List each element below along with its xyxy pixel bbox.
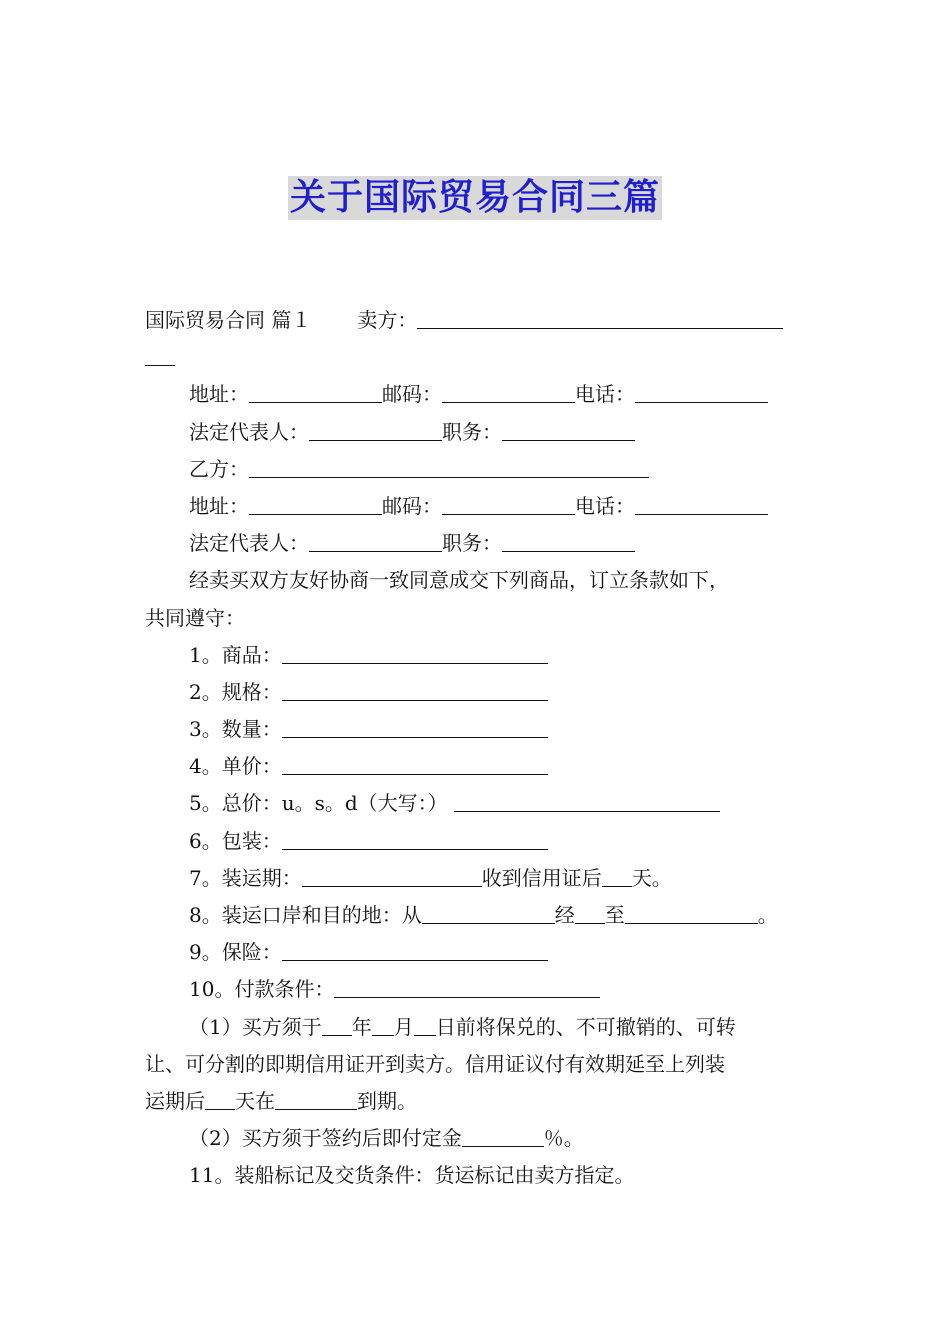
postcode-label: 邮码： [382, 493, 442, 518]
payment-text: 运期后 [145, 1088, 205, 1113]
payment-text: 到期。 [357, 1088, 417, 1113]
item-label: 5。总价：u。s。d（大写：） [189, 791, 448, 816]
phone-label: 电话： [575, 382, 635, 407]
rep-label: 法定代表人： [189, 531, 309, 556]
item-text: 天。 [631, 865, 672, 890]
document-title: 关于国际贸易合同三篇 [289, 177, 660, 218]
postcode-blank[interactable] [442, 380, 575, 403]
payment-1-line-3 [145, 1083, 815, 1120]
item-label: 1。商品： [189, 642, 282, 667]
party-a-contact [145, 376, 815, 413]
intro-line-2: 共同遵守： [145, 605, 245, 630]
item-packing [145, 823, 815, 860]
contract-heading: 国际贸易合同 篇１ [145, 308, 312, 332]
item-ports [145, 897, 815, 934]
month-blank[interactable] [372, 1013, 394, 1036]
days-blank[interactable] [205, 1087, 235, 1110]
seller-blank-cont[interactable] [145, 343, 175, 366]
position-label: 职务： [442, 531, 502, 556]
payment-text: （2）买方须于签约后即付定金 [189, 1126, 462, 1151]
phone-blank[interactable] [635, 380, 768, 403]
address-label: 地址： [189, 382, 249, 407]
item-label: 10。付款条件： [189, 977, 335, 1002]
item-text: 至 [604, 903, 625, 927]
item-label: 7。装运期： [189, 865, 302, 890]
insurance-blank[interactable] [282, 938, 548, 961]
position-label: 职务： [442, 419, 502, 444]
quantity-blank[interactable] [282, 715, 548, 738]
item-label: 2。规格： [189, 679, 282, 704]
address-blank[interactable] [249, 380, 382, 403]
item-unit-price [145, 748, 815, 785]
from-port-blank[interactable] [422, 901, 555, 924]
item-spec [145, 674, 815, 711]
year-blank[interactable] [322, 1013, 352, 1036]
via-blank[interactable] [575, 901, 605, 924]
intro-line-1: 经卖买双方友好协商一致同意成交下列商品，订立条款如下， [189, 568, 729, 593]
party-b-label: 乙方： [189, 456, 249, 481]
total-price-blank[interactable] [454, 789, 720, 812]
item-label: 6。包装： [189, 828, 282, 853]
document-title-wrap [0, 176, 950, 220]
payment-text: ％。 [543, 1126, 584, 1151]
position-blank[interactable] [502, 529, 635, 552]
deposit-blank[interactable] [462, 1124, 544, 1147]
heading-line [145, 302, 815, 339]
item-payment [145, 971, 815, 1008]
item-label: 4。单价： [189, 754, 282, 779]
phone-label: 电话： [575, 493, 635, 518]
seller-continuation [145, 339, 815, 376]
payment-1-line-1 [145, 1009, 815, 1046]
contract-body [145, 302, 815, 1195]
party-a-rep [145, 414, 815, 451]
item-total-price [145, 785, 815, 822]
postcode-blank[interactable] [442, 492, 575, 515]
party-b-line [145, 451, 815, 488]
phone-blank[interactable] [635, 492, 768, 515]
unit-price-blank[interactable] [282, 752, 548, 775]
item-text: 收到信用证后 [481, 865, 602, 890]
item-label: 3。数量： [189, 717, 282, 742]
position-blank[interactable] [502, 418, 635, 441]
seller-blank[interactable] [417, 306, 783, 329]
payment-1-line-2: 让、可分割的即期信用证开到卖方。信用证议付有效期延至上列装 [145, 1051, 725, 1076]
day-blank[interactable] [414, 1013, 436, 1036]
item-marks: 11。装船标记及交货条件：货运标记由卖方指定。 [189, 1163, 635, 1188]
party-b-contact [145, 488, 815, 525]
rep-blank[interactable] [309, 418, 442, 441]
days-blank[interactable] [602, 864, 632, 887]
item-quantity [145, 711, 815, 748]
payment-blank[interactable] [334, 975, 600, 998]
item-label: 8。装运口岸和目的地：从 [189, 903, 422, 927]
item-text: 。 [757, 903, 778, 927]
shipment-blank[interactable] [302, 864, 482, 887]
payment-text: 日前将保兑的、不可撤销的、可转 [435, 1014, 736, 1039]
address-label: 地址： [189, 493, 249, 518]
to-port-blank[interactable] [625, 901, 758, 924]
place-blank[interactable] [275, 1087, 357, 1110]
seller-label: 卖方： [357, 308, 418, 332]
payment-text: 年 [351, 1014, 372, 1039]
item-label: 9。保险： [189, 940, 282, 965]
item-insurance [145, 934, 815, 971]
item-text: 经 [554, 903, 575, 927]
payment-text: 天在 [235, 1088, 275, 1113]
item-goods [145, 637, 815, 674]
postcode-label: 邮码： [382, 382, 442, 407]
packing-blank[interactable] [282, 827, 548, 850]
item-shipment [145, 860, 815, 897]
goods-blank[interactable] [282, 641, 548, 664]
rep-label: 法定代表人： [189, 419, 309, 444]
payment-text: 月 [393, 1014, 414, 1039]
payment-2 [145, 1120, 815, 1157]
address-blank[interactable] [249, 492, 382, 515]
party-b-blank[interactable] [249, 455, 649, 478]
party-b-rep [145, 525, 815, 562]
payment-text: （1）买方须于 [189, 1014, 322, 1039]
spec-blank[interactable] [282, 678, 548, 701]
rep-blank[interactable] [309, 529, 442, 552]
